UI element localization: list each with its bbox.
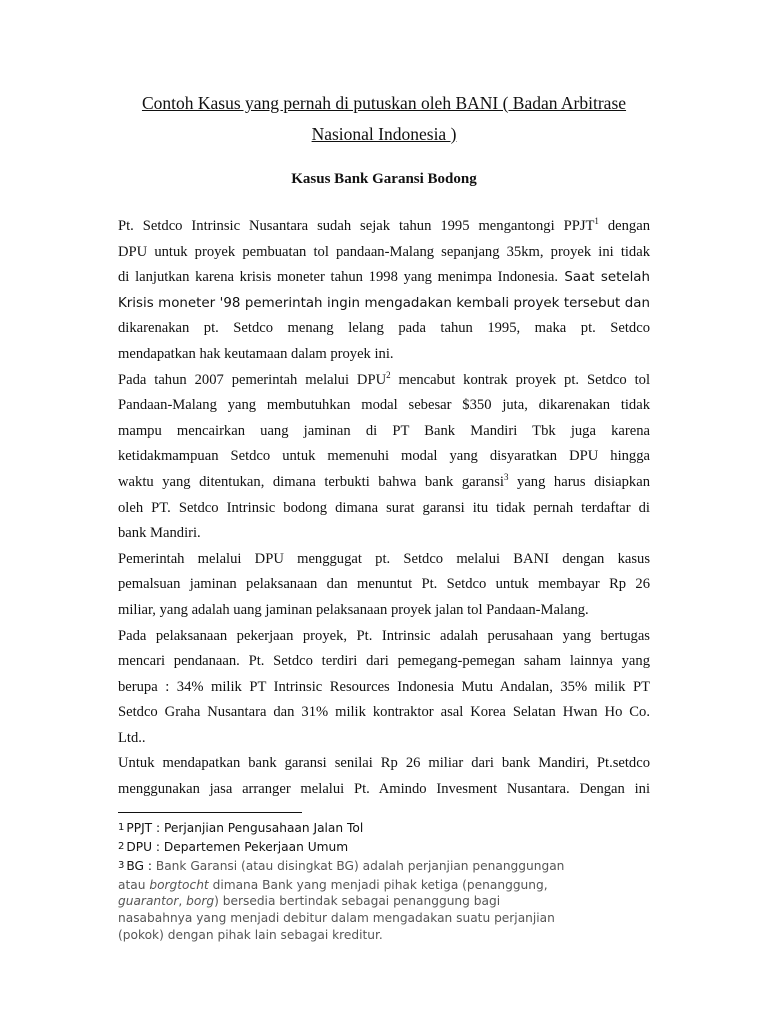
paragraph-3 — [118, 547, 650, 624]
paragraph-line — [118, 470, 650, 496]
text-run: Pada tahun 2007 pemerintah melalui DPU — [118, 371, 387, 388]
footnote-number: 3 — [118, 860, 125, 872]
footnote-number: 1 — [118, 822, 125, 833]
footnote-line: nasabahnya yang menjadi debitur dalam mengadakan suatu perjanjian — [118, 910, 555, 925]
paragraph-line: bank Mandiri. — [118, 525, 201, 542]
text-run: borgtocht — [149, 877, 209, 892]
footnote-line — [118, 877, 650, 894]
footnote-text: DPU : Departemen Pekerjaan Umum — [126, 839, 349, 854]
text-run: ) bersedia bertindak sebagai penanggung bagi — [214, 894, 501, 909]
paragraph-line: miliar, yang adalah uang jaminan pelaksanaan proyek jalan tol Pandaan-Malang. — [118, 601, 589, 618]
paragraph-line: DPU untuk proyek pembuatan tol pandaan-Malang sepanjang 35km, proyek ini tidak — [118, 243, 650, 260]
paragraph-line: berupa : 34% milik PT Intrinsic Resources Indonesia Mutu Andalan, 35% milik PT — [118, 678, 650, 695]
paragraph-line: Pandaan-Malang yang membutuhkan modal sebesar $350 juta, dikarenakan tidak — [118, 397, 650, 414]
paragraph-line — [118, 368, 650, 394]
footnote-text: PPJT : Perjanjian Pengusahaan Jalan Tol — [126, 821, 364, 835]
text-run: borg — [186, 894, 215, 909]
footnote-line — [118, 858, 650, 877]
footnote-3 — [118, 858, 650, 943]
footnote-text: Bank Garansi (atau disingkat BG) adalah perjanjian penanggungan — [155, 859, 565, 874]
text-run: Pt. Setdco Intrinsic Nusantara sudah sejak tahun 1995 mengantongi PPJT — [118, 218, 595, 234]
text-run: waktu yang ditentukan, dimana terbukti bahwa bank garansi — [118, 473, 504, 490]
paragraph-line: Pada pelaksanaan pekerjaan proyek, Pt. Intrinsic adalah perusahaan yang bertugas — [118, 627, 650, 644]
footnote-line — [118, 893, 650, 910]
text-run: mencabut kontrak proyek pt. Setdco tol — [390, 371, 650, 388]
footnote-number: 2 — [118, 840, 125, 852]
paragraph-2 — [118, 368, 650, 547]
paragraph-line: Krisis moneter '98 pemerintah ingin mengadakan kembali proyek tersebut dan — [118, 295, 650, 311]
text-run: dimana Bank yang menjadi pihak ketiga (penanggung, — [208, 877, 548, 892]
paragraph-line: mendapatkan hak keutamaan dalam proyek ini. — [118, 345, 394, 362]
text-run: dengan — [598, 218, 650, 234]
document-body — [118, 214, 650, 803]
footnote-separator — [118, 812, 302, 813]
text-run: yang harus disiapkan — [508, 473, 650, 490]
text-run: , — [178, 894, 187, 909]
paragraph-line — [118, 265, 650, 291]
footnote-ref-1: 1 — [594, 216, 599, 227]
title-line-2: Nasional Indonesia ) — [311, 124, 457, 144]
paragraph-line: pemalsuan jaminan pelaksanaan dan menuntut Pt. Setdco untuk membayar Rp 26 — [118, 576, 650, 593]
text-run: di lanjutkan karena krisis moneter tahun 1998 yang menimpa Indonesia. — [118, 269, 559, 286]
case-subtitle: Kasus Bank Garansi Bodong — [291, 171, 477, 187]
footnote-1 — [118, 820, 650, 839]
paragraph-line: ketidakmampuan Setdco untuk memenuhi modal yang disyaratkan DPU hingga — [118, 448, 650, 465]
document-title — [118, 88, 650, 150]
text-run: guarantor — [118, 894, 179, 909]
paragraph-line: Setdco Graha Nusantara dan 31% milik kontraktor asal Korea Selatan Hwan Ho Co. — [118, 704, 650, 721]
text-run: Saat setelah — [558, 270, 650, 286]
paragraph-4 — [118, 624, 650, 752]
paragraph-line: dikarenakan pt. Setdco menang lelang pada tahun 1995, maka pt. Setdco — [118, 320, 650, 337]
paragraph-line — [118, 214, 650, 240]
paragraph-line: Ltd.. — [118, 729, 146, 746]
paragraph-1 — [118, 214, 650, 368]
text-run: atau — [118, 877, 150, 892]
paragraph-line: menggunakan jasa arranger melalui Pt. Amindo Invesment Nusantara. Dengan ini — [118, 781, 650, 798]
footnote-line: (pokok) dengan pihak lain sebagai kreditur. — [118, 927, 383, 942]
paragraph-line: mencari pendanaan. Pt. Setdco terdiri dari pemegang-pemegan saham lainnya yang — [118, 653, 650, 670]
title-line-1: Contoh Kasus yang pernah di putuskan oleh BANI ( Badan Arbitrase — [141, 93, 627, 113]
footnote-label: BG : — [126, 859, 156, 874]
paragraph-line: oleh PT. Setdco Intrinsic bodong dimana surat garansi itu tidak pernah terdaftar di — [118, 499, 650, 516]
footnote-2 — [118, 839, 650, 858]
paragraph-5 — [118, 751, 650, 802]
paragraph-line: Untuk mendapatkan bank garansi senilai Rp 26 miliar dari bank Mandiri, Pt.setdco — [118, 755, 650, 772]
paragraph-line: Pemerintah melalui DPU menggugat pt. Setdco melalui BANI dengan kasus — [118, 550, 650, 567]
footnote-ref-2: 2 — [386, 369, 391, 380]
footnote-ref-3: 3 — [503, 472, 509, 483]
footnotes — [118, 820, 650, 943]
paragraph-line: mampu mencairkan uang jaminan di PT Bank Mandiri Tbk juga karena — [118, 422, 650, 439]
